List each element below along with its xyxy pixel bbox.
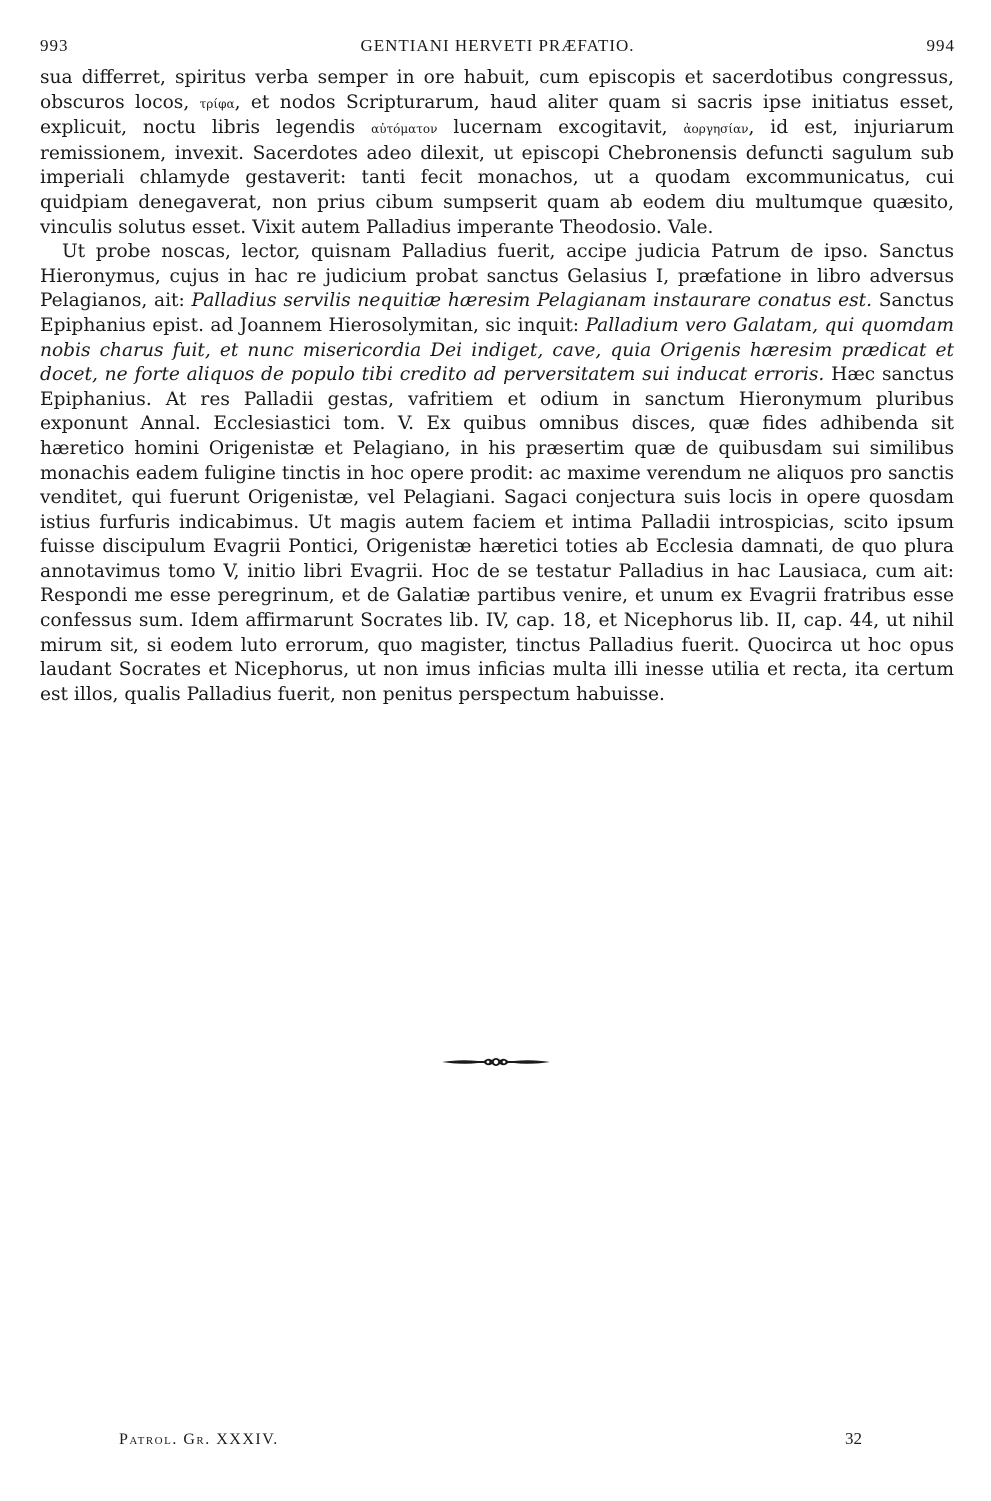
paragraph-2-text-c: Hæc sanctus Epiphanius. At res Palladii gestas, vafritiem et odium in sanctum Hieronymum pluribus exponunt Annal. Ecclesiastici tom. V. Ex quibus omnibus disces, quæ fides adhibenda sit hæretico homini Origenistæ et Pelagiano, in his præsertim quæ de quibusdam sui similibus monachis eadem fuligine tinctis in hoc opere prodit: ac maxime verendum ne aliquos pro sanctis venditet, qui fuerunt Origenistæ, vel Pelagiani. Sagaci conjectura suis locis in opere quosdam istius furfuris indicabimus. Ut magis autem faciem et intima Palladii introspicias, scito ipsum fuisse discipulum Evagrii Pontici, Origenistæ hæretici toties ab Ecclesia damnati, de quo plura annotavimus tomo V, initio libri Evagrii. Hoc de se testatur Palladius in hac Lausiaca, cum ait: Respondi me esse peregrinum, et de Galatiæ partibus venire, et unum ex Evagrii fratribus esse confessus sum. Idem affirmarunt Socrates lib. IV, cap. 18, et Nicephorus lib. II, cap. 44, ut nihil mirum sit, si eodem luto errorum, quo magister, tinctus Palladius fuerit. Quocirca ut hoc opus laudant Socrates et Nicephorus, ut non imus inficias multa illi inesse utilia et recta, ita certum est illos, qualis Palladius fuerit, non penitus perspectum habuisse.: [40, 364, 954, 705]
footer-series: [119, 1431, 279, 1449]
quotation-epiphanius: Palladium vero Galatam, qui quomdam nobis charus fuit, et nunc misericordia Dei indiget, cave, quia Origenis hæresim prædicat et docet, ne forte aliquos de populo tibi credito ad perversitatem sui inducat erroris.: [40, 314, 954, 386]
paragraph-1-text-b: , et nodos Scripturarum, haud aliter quam si sacris ipse initiatus esset, explicuit, noctu libris legendis: [40, 91, 954, 139]
column-number-right: 994: [926, 36, 955, 55]
quotation-jerome: Palladius servilis nequitiæ hæresim Pelagianam instaurare conatus est.: [191, 290, 873, 312]
paragraph-2-text-b: Sanctus Epiphanius epist. ad Joannem Hierosolymitan, sic inquit:: [40, 290, 955, 336]
footer-series-name: Patrol. Gr.: [119, 1431, 217, 1448]
paragraph-2: [40, 240, 954, 707]
page-body: [40, 66, 954, 707]
paragraph-1-text-a: sua differret, spiritus verba semper in ore habuit, cum episcopis et sacerdotibus congressus, obscuros locos,: [40, 67, 954, 113]
greek-word-3: ἀοργησίαν: [683, 122, 749, 137]
footer-volume: XXXIV.: [216, 1431, 279, 1448]
paragraph-2-text-a: Ut probe noscas, lector, quisnam Palladius fuerit, accipe judicia Patrum de ipso. Sanctus Hieronymus, cujus in hac re judicium probat sanctus Gelasius I, præfatione in libro adversus Pelagianos, ait:: [40, 241, 954, 312]
paragraph-1-text-d: , id est, injuriarum remissionem, invexit. Sacerdotes adeo dilexit, ut episcopi Chebronensis defuncti sagulum sub imperiali chlamyde gestaverit: tanti fecit monachos, ut a quodam excommunicatus, cui quidpiam denegaverat, non prius cibum sumpserit quam ab eodem diu multumque quæsito, vinculis solutus esset. Vixit autem Palladius imperante Theodosio. Vale.: [40, 117, 954, 238]
ornament-divider-icon: [442, 1055, 550, 1069]
column-number-left: 993: [40, 36, 69, 55]
paragraph-1-text-c: lucernam excogitavit,: [437, 117, 684, 139]
page-header: [40, 36, 955, 62]
greek-word-1: τρίφα: [199, 96, 235, 111]
paragraph-1: [40, 66, 954, 240]
signature-number: 32: [845, 1429, 862, 1448]
greek-word-2: αὐτόματον: [371, 122, 438, 137]
running-title: GENTIANI HERVETI PRÆFATIO.: [360, 36, 635, 55]
